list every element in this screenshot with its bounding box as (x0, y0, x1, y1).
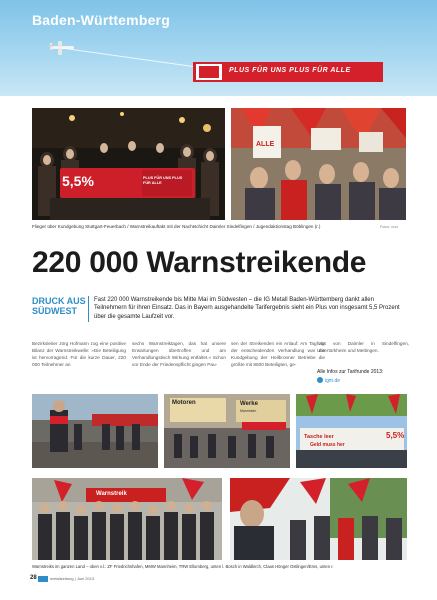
photo-sign-value: 5,5% (62, 173, 94, 189)
photo-youth-action (231, 108, 406, 220)
page-number: 28 (30, 575, 37, 581)
sign-warnstreik: Warnstreik (96, 491, 127, 497)
lead-divider (88, 296, 89, 322)
info-text: Alle Infos zur Tarifrunde 2013: (317, 369, 384, 375)
page-marker (38, 576, 48, 582)
article-headline: 220 000 Warnstreikende (32, 246, 367, 279)
link-bullet-icon (317, 377, 323, 383)
sign-mannheim: Mannheim (240, 409, 257, 413)
photo-bosch-waldkirch (32, 478, 222, 560)
article-kicker (32, 296, 92, 316)
article-column-2: sechs Warnstreiktagen, das hat unsere Erwartungen übertroffen und am Verhandlungstisch Wirkung entfaltet.« Schon vor Ende der Friedenspflicht gingen Pau- (132, 341, 226, 367)
kicker-line-2: SÜDWEST (32, 306, 77, 316)
sign-tasche-leer: Tasche leer (304, 434, 334, 440)
info-link-text[interactable]: igm.de (325, 378, 341, 384)
publication-footer: metallzeitung | Juni 2013 (50, 576, 95, 581)
kicker-line-1: DRUCK AUS (32, 296, 86, 306)
igmetall-logo (196, 64, 222, 80)
article-column-4: folgt von Daimler in Sindelfingen, Untertürkheim und Mettingen. (317, 341, 409, 353)
sign-value: 5,5% (386, 431, 405, 440)
photo-credit-top: Fotos: xxxx (380, 225, 399, 229)
article-column-1: Bezirksleiter Jörg Hofmann zog eine positive Bilanz der Warnstreikwelle: »Die Beteiligung ist hervorragend. Für die kurze Dauer, 220 000 Teilnehmer an (32, 341, 126, 367)
sign-motoren: Motoren (172, 400, 196, 406)
photo-sign-slogan: PLUS FÜR UNS PLUS FÜR ALLE (143, 176, 183, 185)
article-lead: Fast 220 000 Warnstreikende bis Mitte Mai im Südwesten – die IG Metall Baden-Württemberg dankt allen Teilnehmern für ihren Einsatz. Das in Bayern ausgehandelte Tarifergebnis sieht ein Plus von insgesamt 5,5 Prozent über die gesamte Laufzeit vor. (94, 297, 400, 320)
sign-werke: Werke (240, 401, 258, 407)
banner-slogan: PLUS FÜR UNS PLUS FÜR ALLE (229, 67, 351, 74)
info-link[interactable] (317, 377, 340, 384)
caption-top: Flieger über Kundgebung Stuttgart-Feuerbach / Warnstreikauftakt mit der Nachtschicht Daimler Sindelfingen / Jugendaktionstag Böblingen (r.) (32, 224, 321, 229)
caption-bottom: Warnstreiks im ganzen Land – oben v.l.: ZF Friedrichshafen, MMW Mannheim, TRW Ellumberg, unten l. Bosch in Waldkirch, Claas Hönger Ostlingen/Ems, unten r. (32, 564, 334, 569)
article-column-3: sen der Streikenden ein Anlauf: Am Tag vor der entscheidenden Verhandlung war die Kundgebung der Heilbronner Betriebe die größte mit 8500 Beteiligten, ge- (231, 341, 325, 367)
photo-zf-friedrichshafen (32, 394, 158, 468)
region-title: Baden-Württemberg (32, 12, 170, 28)
photo-sign-alle: ALLE (256, 141, 275, 148)
photo-claas-ostlingen (230, 478, 407, 560)
aerial-banner (193, 62, 383, 82)
photo-night-rally (32, 108, 225, 220)
sign-geld: Geld muss her (310, 442, 345, 448)
